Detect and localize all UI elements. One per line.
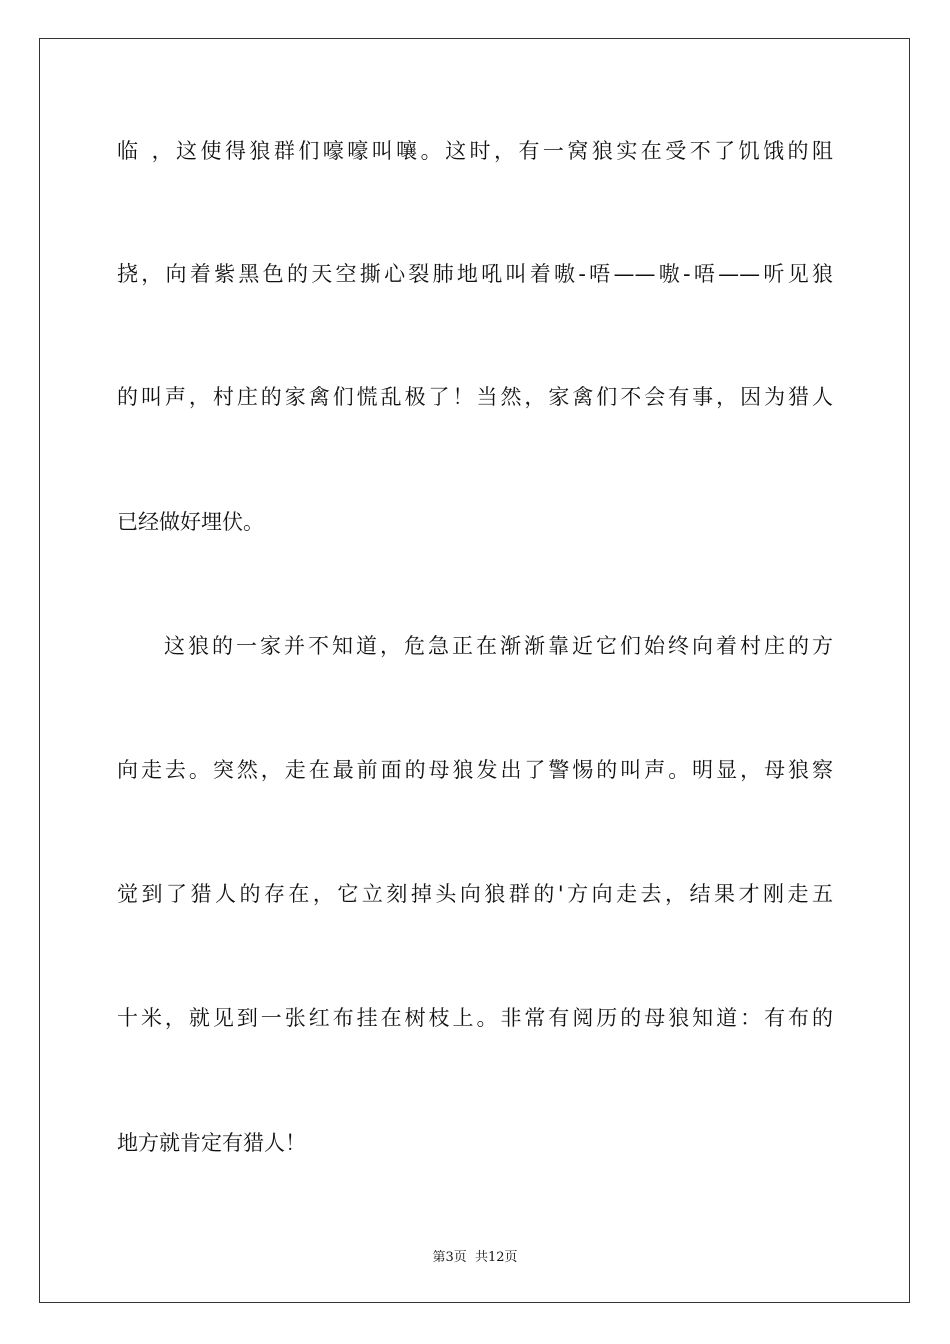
paragraph-line: 挠，向着紫黑色的天空撕心裂肺地吼叫着嗷-唔——嗷-唔——听见狼 bbox=[117, 262, 833, 286]
paragraph-line: 这狼的一家并不知道，危急正在渐渐靠近它们始终向着村庄的方 bbox=[164, 634, 833, 658]
total-pages: 共12页 bbox=[474, 1250, 518, 1265]
page-footer bbox=[0, 1246, 950, 1265]
paragraph-line: 十米，就见到一张红布挂在树枝上。非常有阅历的母狼知道：有布的 bbox=[117, 1006, 833, 1030]
paragraph-line: 临 ，这使得狼群们嚎嚎叫嚷。这时，有一窝狼实在受不了饥饿的阻 bbox=[117, 139, 833, 163]
page-border bbox=[39, 38, 910, 1303]
paragraph-line: 的叫声，村庄的家禽们慌乱极了！当然，家禽们不会有事，因为猎人 bbox=[117, 385, 833, 409]
paragraph-line: 地方就肯定有猎人！ bbox=[117, 1131, 306, 1155]
paragraph-line: 向走去。突然，走在最前面的母狼发出了警惕的叫声。明显，母狼察 bbox=[117, 758, 833, 782]
paragraph-line: 已经做好埋伏。 bbox=[117, 510, 264, 534]
paragraph-line: 觉到了猎人的存在，它立刻掉头向狼群的'方向走去，结果才刚走五 bbox=[117, 882, 833, 906]
page-number: 第3页 bbox=[432, 1250, 467, 1265]
